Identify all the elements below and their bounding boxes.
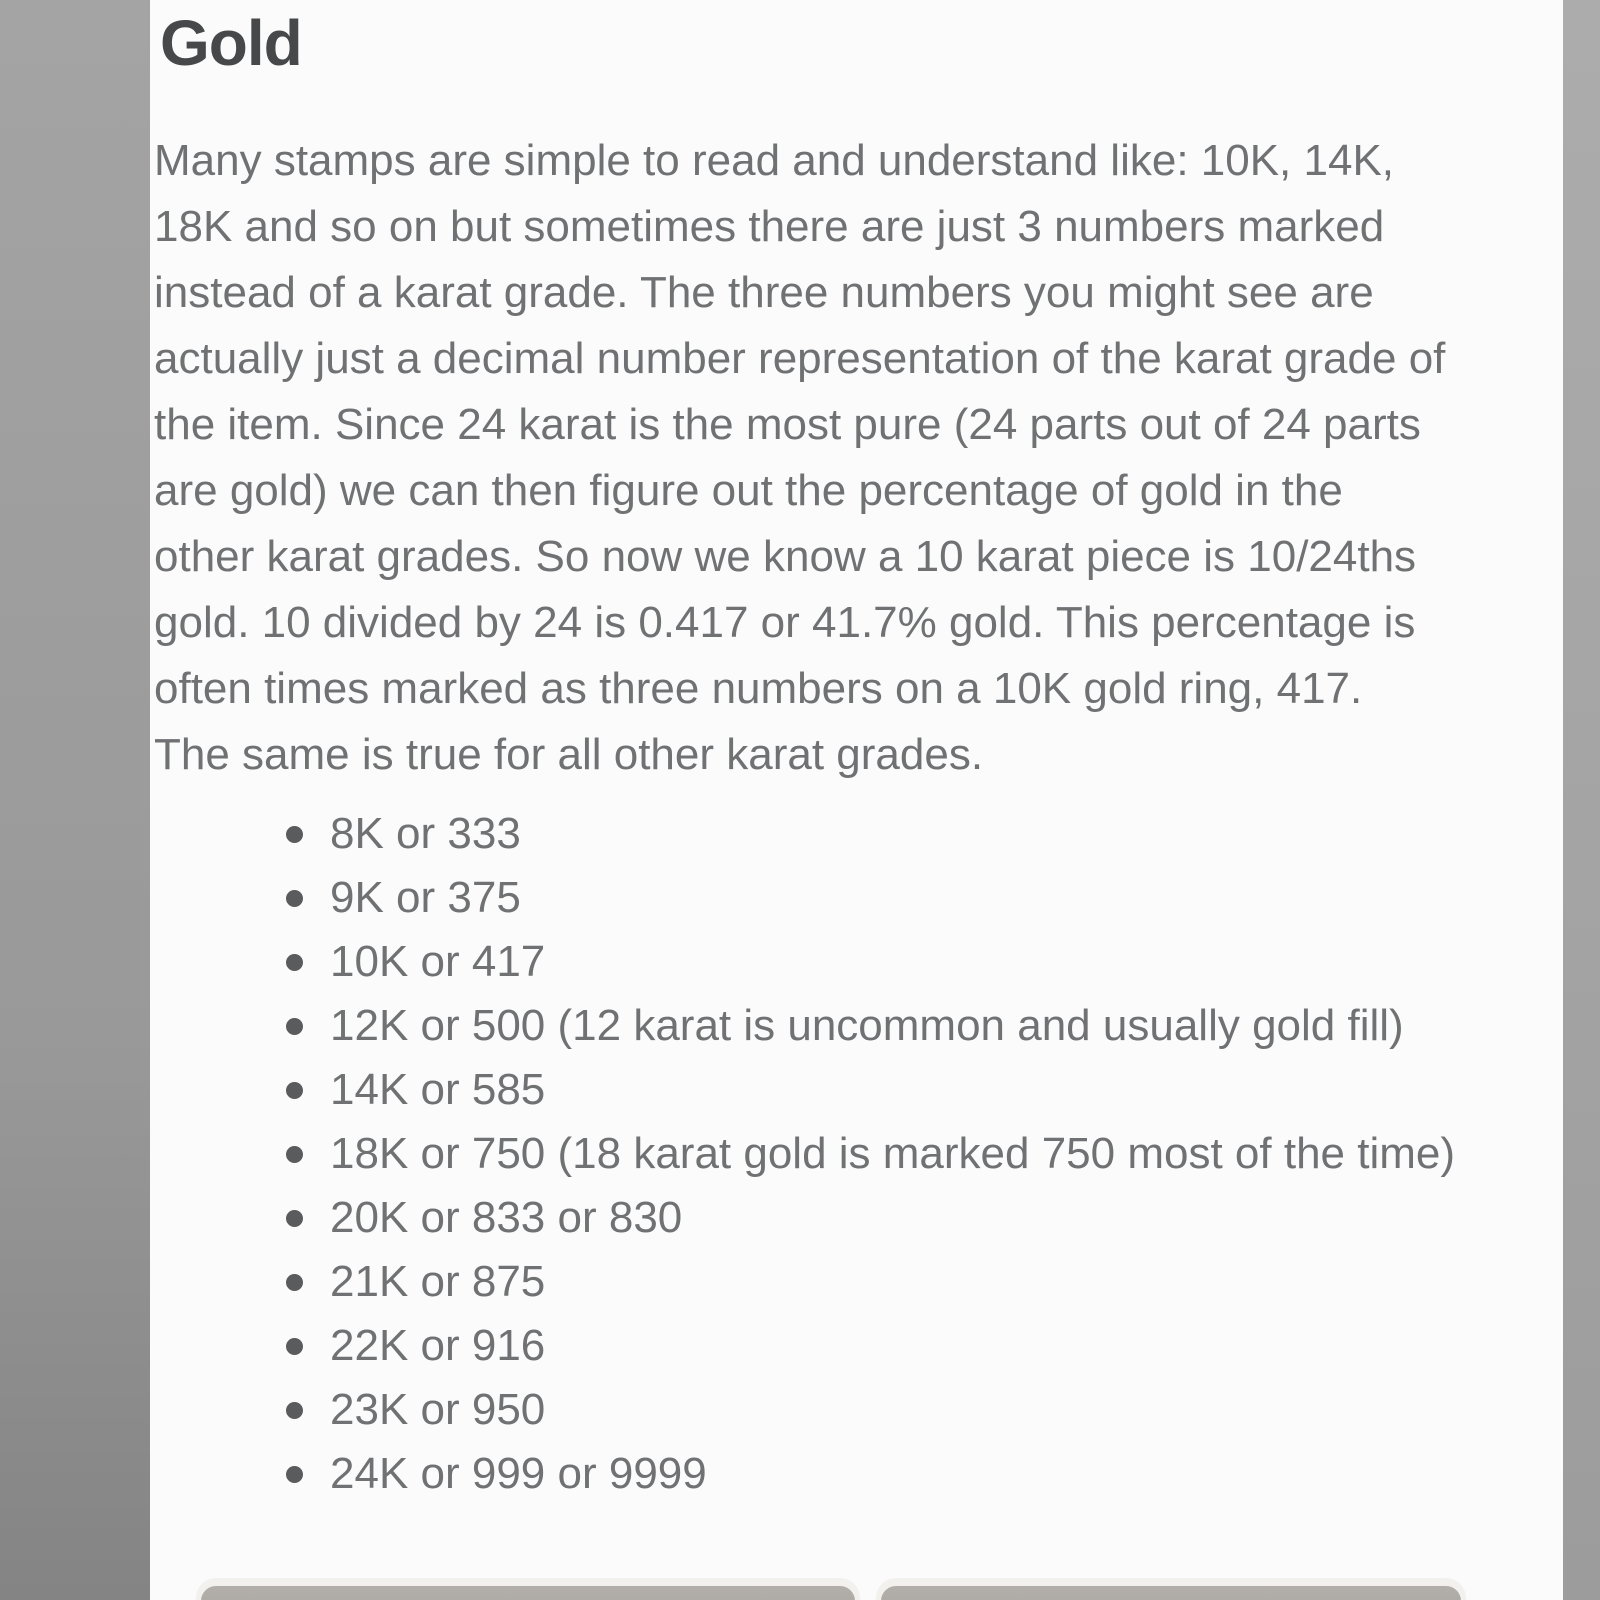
bullet-dot-icon — [286, 890, 303, 907]
list-item — [150, 802, 1563, 866]
left-gray-margin — [0, 0, 150, 1600]
bullet-text: 12K or 500 (12 karat is uncommon and usually gold fill) — [330, 1001, 1404, 1050]
list-item — [150, 1186, 1563, 1250]
list-item — [150, 866, 1563, 930]
bullet-text: 18K or 750 (18 karat gold is marked 750 most of the time) — [330, 1129, 1456, 1178]
bullet-text: 8K or 333 — [330, 809, 521, 858]
list-item — [150, 994, 1563, 1058]
list-item — [150, 1314, 1563, 1378]
bullet-text: 14K or 585 — [330, 1065, 546, 1114]
bullet-dot-icon — [286, 1338, 303, 1355]
bullet-dot-icon — [286, 1018, 303, 1035]
bullet-dot-icon — [286, 954, 303, 971]
bullet-dot-icon — [286, 1146, 303, 1163]
bullet-dot-icon — [286, 1082, 303, 1099]
page-title: Gold — [160, 7, 302, 79]
bullet-text: 21K or 875 — [330, 1257, 546, 1306]
bottom-button-left[interactable] — [201, 1586, 855, 1600]
bullet-text: 10K or 417 — [330, 937, 546, 986]
bottom-button-left-frame — [196, 1578, 860, 1600]
bullet-text: 22K or 916 — [330, 1321, 546, 1370]
list-item — [150, 1250, 1563, 1314]
right-gray-margin — [1563, 0, 1600, 1600]
list-item — [150, 930, 1563, 994]
list-item — [150, 1058, 1563, 1122]
list-item — [150, 1378, 1563, 1442]
bullet-text: 9K or 375 — [330, 873, 521, 922]
intro-paragraph: Many stamps are simple to read and understand like: 10K, 14K, 18K and so on but sometimes there are just 3 numbers marked instead of a karat grade. The three numbers you might see are actually just a decimal number representation of the karat grade of the item. Since 24 karat is the most pure (24 parts out of 24 parts are gold) we can then figure out the percentage of gold in the other karat grades. So now we know a 10 karat piece is 10/24ths gold. 10 divided by 24 is 0.417 or 41.7% gold. This percentage is often times marked as three numbers on a 10K gold ring, 417. The same is true for all other karat grades. — [154, 136, 1446, 779]
bullet-dot-icon — [286, 1402, 303, 1419]
list-item — [150, 1442, 1563, 1506]
bottom-button-right-frame — [876, 1578, 1466, 1600]
bullet-dot-icon — [286, 826, 303, 843]
bottom-button-right[interactable] — [881, 1586, 1461, 1600]
bullet-text: 24K or 999 or 9999 — [330, 1449, 707, 1498]
bullet-text: 20K or 833 or 830 — [330, 1193, 683, 1242]
bullet-text: 23K or 950 — [330, 1385, 546, 1434]
list-item — [150, 1122, 1563, 1186]
bullet-dot-icon — [286, 1210, 303, 1227]
karat-grade-list — [150, 802, 1563, 1506]
content-panel — [150, 0, 1563, 1600]
bullet-dot-icon — [286, 1274, 303, 1291]
bullet-dot-icon — [286, 1466, 303, 1483]
